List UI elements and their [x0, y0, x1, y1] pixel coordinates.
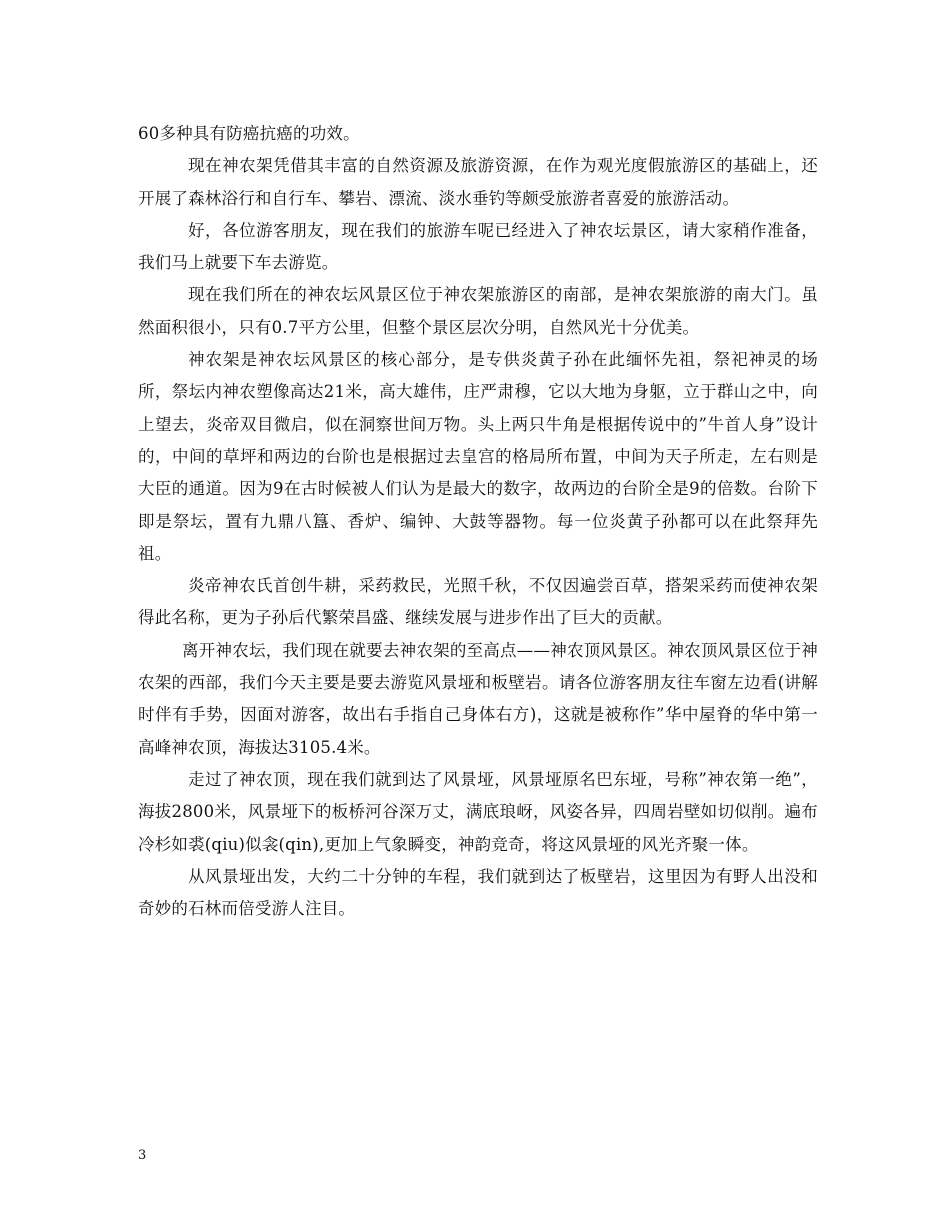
paragraph-4: 现在我们所在的神农坛风景区位于神农架旅游区的南部，是神农架旅游的南大门。虽然面积很小，只有0.7平方公里，但整个景区层次分明，自然风光十分优美。: [138, 285, 818, 337]
paragraph-7: 离开神农坛，我们现在就要去神农架的至高点——神农顶风景区。神农顶风景区位于神农架的西部，我们今天主要是要去游览风景垭和板壁岩。请各位游客朋友往车窗左边看(讲解时伴有手势，因面对游客，故出右手指自己身体右方)，这就是被称作”华中屋脊的华中第一高峰神农顶，海拔达3105.4米。: [138, 640, 818, 757]
paragraph-9: 从风景垭出发，大约二十分钟的车程，我们就到达了板壁岩，这里因为有野人出没和奇妙的石林而倍受游人注目。: [138, 866, 818, 919]
document-body: [138, 118, 818, 925]
paragraph-2: 现在神农架凭借其丰富的自然资源及旅游资源，在作为观光度假旅游区的基础上，还开展了森林浴行和自行车、攀岩、漂流、淡水垂钓等颇受旅游者喜爱的旅游活动。: [138, 156, 818, 208]
paragraph-5: 神农架是神农坛风景区的核心部分，是专供炎黄子孙在此缅怀先祖，祭祀神灵的场所，祭坛内神农塑像高达21米，高大雄伟，庄严肃穆，它以大地为身躯，立于群山之中，向上望去，炎帝双目微启，似在洞察世间万物。头上两只牛角是根据传说中的”牛首人身”设计的，中间的草坪和两边的台阶也是根据过去皇宫的格局所布置，中间为天子所走，左右则是大臣的通道。因为9在古时候被人们认为是最大的数字，故两边的台阶全是9的倍数。台阶下即是祭坛，置有九鼎八簋、香炉、编钟、大鼓等器物。每一位炎黄子孙都可以在此祭拜先祖。: [138, 350, 818, 563]
paragraph-1: 60多种具有防癌抗癌的功效。: [138, 124, 360, 143]
paragraph-8: 走过了神农顶，现在我们就到达了风景垭，风景垭原名巴东垭，号称”神农第一绝”，海拔2800米，风景垭下的板桥河谷深万丈，满底琅岈，风姿各异，四周岩壁如切似削。遍布冷杉如裘(qiu)似衾(qin),更加上气象瞬变，神韵竞奇，将这风景垭的风光齐聚一体。: [138, 769, 818, 854]
page-number: 3: [138, 1148, 147, 1163]
paragraph-3: 好，各位游客朋友，现在我们的旅游车呢已经进入了神农坛景区，请大家稍作准备，我们马上就要下车去游览。: [138, 220, 818, 273]
paragraph-6: 炎帝神农氏首创牛耕，采药救民，光照千秋，不仅因遍尝百草，搭架采药而使神农架得此名称，更为子孙后代繁荣昌盛、继续发展与进步作出了巨大的贡献。: [138, 576, 818, 628]
